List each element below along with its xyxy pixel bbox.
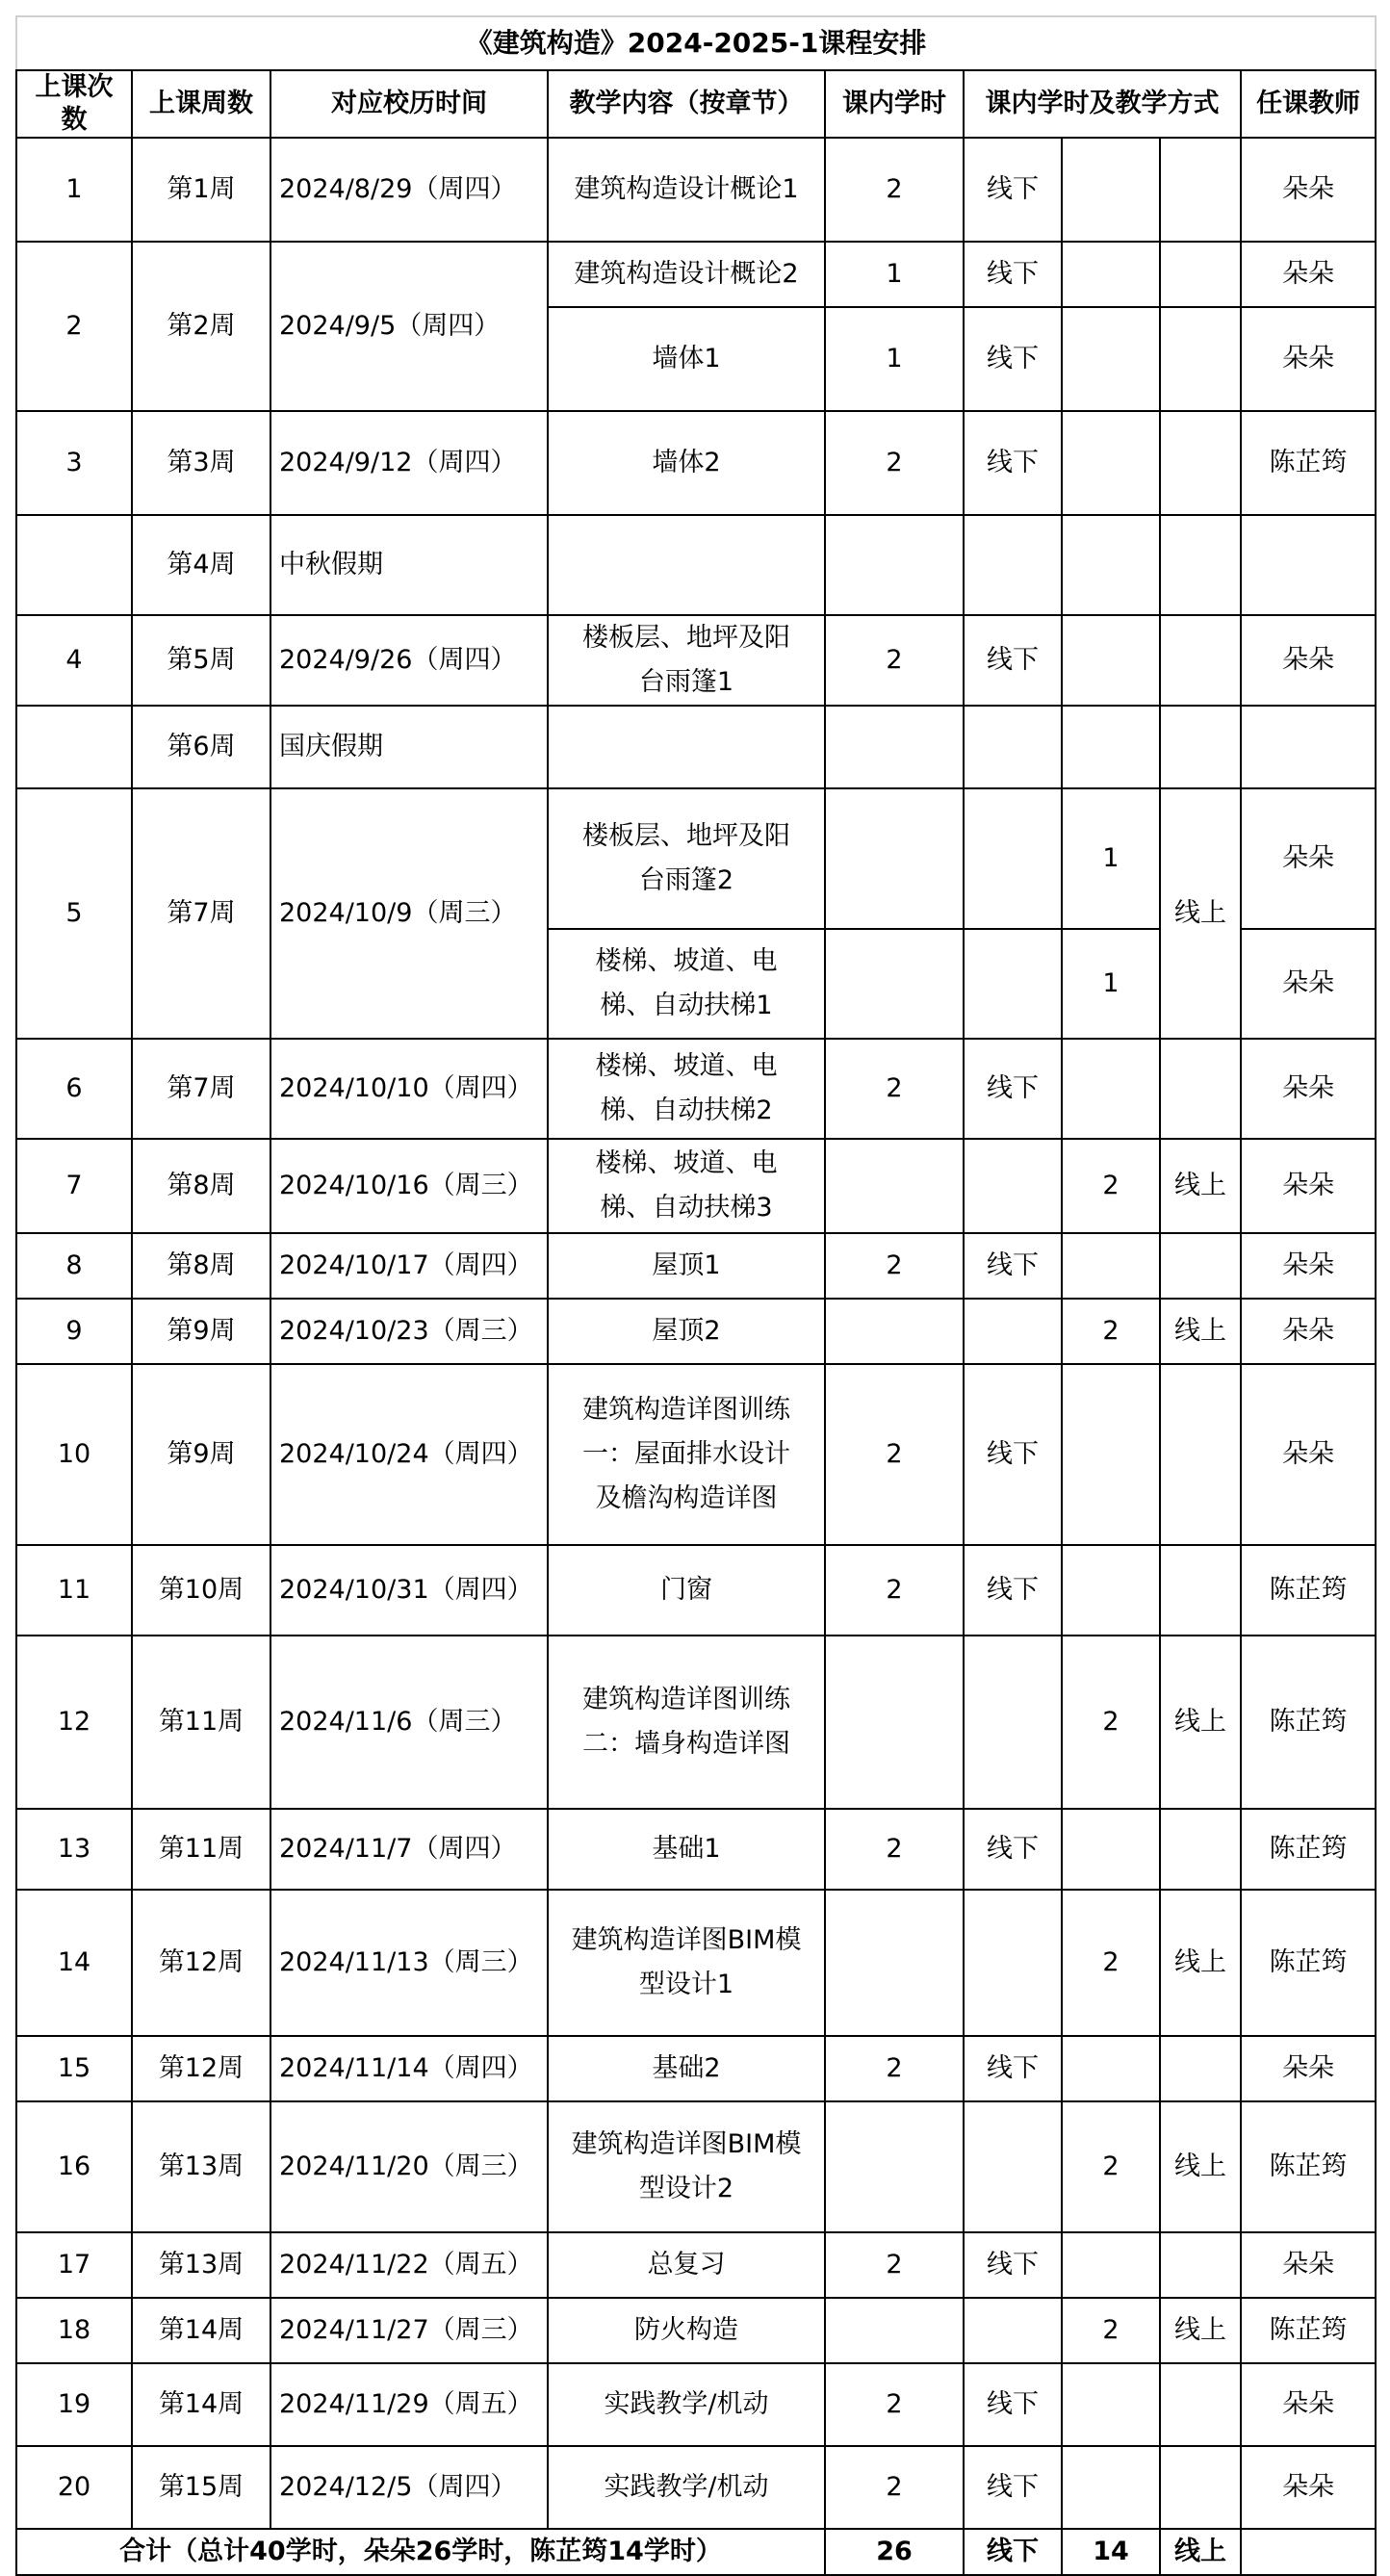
cell-teacher: 陈芷筠 xyxy=(1241,1636,1376,1809)
cell-session: 18 xyxy=(16,2298,132,2363)
cell-session: 16 xyxy=(16,2101,132,2232)
cell-session: 6 xyxy=(16,1039,132,1139)
cell-online-hours xyxy=(1062,615,1160,706)
cell-week: 第6周 xyxy=(132,706,270,788)
cell-date: 2024/10/24（周四） xyxy=(270,1364,548,1545)
cell-teacher: 陈芷筠 xyxy=(1241,1545,1376,1636)
cell-online-mode xyxy=(1160,1039,1241,1139)
cell-date: 2024/11/7（周四） xyxy=(270,1809,548,1890)
cell-online-hours xyxy=(1062,706,1160,788)
cell-teacher: 朵朵 xyxy=(1241,2446,1376,2529)
cell-mode: 线下 xyxy=(964,1364,1062,1545)
cell-online-hours xyxy=(1062,1364,1160,1545)
cell-hours xyxy=(825,788,964,929)
cell-session: 8 xyxy=(16,1233,132,1299)
cell-online-hours: 2 xyxy=(1062,1299,1160,1364)
table-row xyxy=(16,2298,1376,2363)
cell-teacher xyxy=(1241,515,1376,615)
cell-mode: 线下 xyxy=(964,1233,1062,1299)
cell-online-hours xyxy=(1062,411,1160,515)
cell-week: 第13周 xyxy=(132,2101,270,2232)
header-content: 教学内容（按章节） xyxy=(548,70,825,138)
cell-session: 7 xyxy=(16,1139,132,1233)
cell-online-hours xyxy=(1062,242,1160,307)
cell-mode: 线下 xyxy=(964,2232,1062,2298)
cell-mode: 线下 xyxy=(964,411,1062,515)
cell-week: 第14周 xyxy=(132,2363,270,2446)
table-row xyxy=(16,2363,1376,2446)
cell-teacher: 朵朵 xyxy=(1241,307,1376,411)
cell-date: 2024/9/5（周四） xyxy=(270,242,548,411)
cell-mode xyxy=(964,2298,1062,2363)
cell-week: 第2周 xyxy=(132,242,270,411)
cell-teacher: 朵朵 xyxy=(1241,1039,1376,1139)
table-row xyxy=(16,706,1376,788)
cell-online-mode xyxy=(1160,615,1241,706)
table-row xyxy=(16,1545,1376,1636)
cell-week: 第14周 xyxy=(132,2298,270,2363)
cell-session: 1 xyxy=(16,138,132,242)
cell-online-mode xyxy=(1160,1233,1241,1299)
cell-hours: 2 xyxy=(825,1039,964,1139)
cell-mode: 线下 xyxy=(964,307,1062,411)
cell-week: 第5周 xyxy=(132,615,270,706)
cell-date: 2024/11/14（周四） xyxy=(270,2036,548,2101)
cell-week: 第13周 xyxy=(132,2232,270,2298)
cell-online-hours xyxy=(1062,2232,1160,2298)
cell-content: 建筑构造设计概论2 xyxy=(548,242,825,307)
cell-date: 2024/10/31（周四） xyxy=(270,1545,548,1636)
cell-session: 10 xyxy=(16,1364,132,1545)
total-online-mode: 线上 xyxy=(1160,2529,1241,2575)
cell-content: 实践教学/机动 xyxy=(548,2446,825,2529)
cell-week: 第12周 xyxy=(132,1890,270,2036)
cell-online-mode xyxy=(1160,1364,1241,1545)
cell-teacher: 朵朵 xyxy=(1241,929,1376,1039)
cell-hours: 2 xyxy=(825,2446,964,2529)
cell-teacher: 朵朵 xyxy=(1241,788,1376,929)
cell-teacher: 陈芷筠 xyxy=(1241,2101,1376,2232)
cell-content: 门窗 xyxy=(548,1545,825,1636)
cell-online-hours xyxy=(1062,1233,1160,1299)
cell-online-mode xyxy=(1160,307,1241,411)
cell-date: 2024/11/13（周三） xyxy=(270,1890,548,2036)
total-online-hours: 14 xyxy=(1062,2529,1160,2575)
cell-content xyxy=(548,515,825,615)
cell-content: 楼梯、坡道、电梯、自动扶梯2 xyxy=(548,1039,825,1139)
table-row xyxy=(16,1809,1376,1890)
cell-online-mode: 线上 xyxy=(1160,1139,1241,1233)
cell-mode xyxy=(964,515,1062,615)
course-schedule-table xyxy=(15,15,1377,2576)
cell-content: 基础2 xyxy=(548,2036,825,2101)
cell-online-hours xyxy=(1062,515,1160,615)
total-teacher xyxy=(1241,2529,1376,2575)
cell-date: 2024/10/16（周三） xyxy=(270,1139,548,1233)
cell-online-mode xyxy=(1160,706,1241,788)
cell-teacher: 朵朵 xyxy=(1241,615,1376,706)
cell-teacher: 朵朵 xyxy=(1241,1299,1376,1364)
total-row xyxy=(16,2529,1376,2575)
cell-session xyxy=(16,515,132,615)
cell-online-mode xyxy=(1160,2036,1241,2101)
cell-week: 第10周 xyxy=(132,1545,270,1636)
cell-session: 5 xyxy=(16,788,132,1039)
cell-content: 建筑构造详图BIM模型设计2 xyxy=(548,2101,825,2232)
table-title: 《建筑构造》2024-2025-1课程安排 xyxy=(16,16,1376,70)
cell-teacher: 陈芷筠 xyxy=(1241,1809,1376,1890)
cell-teacher: 朵朵 xyxy=(1241,2232,1376,2298)
cell-hours: 2 xyxy=(825,1545,964,1636)
cell-week: 第3周 xyxy=(132,411,270,515)
cell-date: 中秋假期 xyxy=(270,515,548,615)
cell-date: 2024/11/6（周三） xyxy=(270,1636,548,1809)
cell-mode: 线下 xyxy=(964,1809,1062,1890)
cell-week: 第11周 xyxy=(132,1809,270,1890)
cell-mode xyxy=(964,788,1062,929)
cell-date: 2024/8/29（周四） xyxy=(270,138,548,242)
cell-online-hours: 1 xyxy=(1062,929,1160,1039)
cell-teacher: 陈芷筠 xyxy=(1241,1890,1376,2036)
cell-content: 楼板层、地坪及阳台雨篷1 xyxy=(548,615,825,706)
cell-mode xyxy=(964,1299,1062,1364)
cell-week: 第11周 xyxy=(132,1636,270,1809)
table-row xyxy=(16,2232,1376,2298)
cell-mode xyxy=(964,2101,1062,2232)
cell-hours: 2 xyxy=(825,615,964,706)
cell-online-hours xyxy=(1062,1039,1160,1139)
cell-online-mode: 线上 xyxy=(1160,788,1241,1039)
cell-date: 2024/11/27（周三） xyxy=(270,2298,548,2363)
cell-mode: 线下 xyxy=(964,1039,1062,1139)
cell-date: 2024/9/26（周四） xyxy=(270,615,548,706)
cell-online-hours xyxy=(1062,2363,1160,2446)
cell-content: 建筑构造详图训练二：墙身构造详图 xyxy=(548,1636,825,1809)
cell-content: 楼梯、坡道、电梯、自动扶梯3 xyxy=(548,1139,825,1233)
cell-mode: 线下 xyxy=(964,1545,1062,1636)
cell-session: 9 xyxy=(16,1299,132,1364)
cell-online-hours xyxy=(1062,307,1160,411)
cell-teacher: 朵朵 xyxy=(1241,1139,1376,1233)
table-row xyxy=(16,515,1376,615)
cell-teacher: 朵朵 xyxy=(1241,1364,1376,1545)
total-mode: 线下 xyxy=(964,2529,1062,2575)
cell-teacher: 朵朵 xyxy=(1241,138,1376,242)
cell-week: 第9周 xyxy=(132,1364,270,1545)
title-row xyxy=(16,16,1376,70)
cell-hours: 1 xyxy=(825,242,964,307)
cell-hours xyxy=(825,1890,964,2036)
cell-online-hours: 2 xyxy=(1062,1890,1160,2036)
cell-session: 15 xyxy=(16,2036,132,2101)
cell-session: 14 xyxy=(16,1890,132,2036)
cell-teacher: 朵朵 xyxy=(1241,2363,1376,2446)
cell-content: 墙体2 xyxy=(548,411,825,515)
cell-content: 建筑构造详图BIM模型设计1 xyxy=(548,1890,825,2036)
table-row xyxy=(16,242,1376,307)
cell-mode xyxy=(964,1890,1062,2036)
cell-online-hours: 1 xyxy=(1062,788,1160,929)
cell-content: 总复习 xyxy=(548,2232,825,2298)
cell-online-mode: 线上 xyxy=(1160,2101,1241,2232)
cell-online-hours xyxy=(1062,2446,1160,2529)
cell-online-mode xyxy=(1160,515,1241,615)
table-row xyxy=(16,2101,1376,2232)
header-mode-group: 课内学时及教学方式 xyxy=(964,70,1241,138)
cell-hours: 2 xyxy=(825,2363,964,2446)
cell-week: 第1周 xyxy=(132,138,270,242)
cell-online-mode xyxy=(1160,242,1241,307)
header-date: 对应校历时间 xyxy=(270,70,548,138)
cell-week: 第7周 xyxy=(132,788,270,1039)
cell-content: 建筑构造详图训练一：屋面排水设计及檐沟构造详图 xyxy=(548,1364,825,1545)
cell-hours: 2 xyxy=(825,411,964,515)
cell-date: 2024/11/22（周五） xyxy=(270,2232,548,2298)
cell-content: 实践教学/机动 xyxy=(548,2363,825,2446)
table-row xyxy=(16,1233,1376,1299)
cell-online-mode: 线上 xyxy=(1160,1636,1241,1809)
cell-date: 2024/10/17（周四） xyxy=(270,1233,548,1299)
cell-teacher: 陈芷筠 xyxy=(1241,2298,1376,2363)
header-week: 上课周数 xyxy=(132,70,270,138)
cell-week: 第9周 xyxy=(132,1299,270,1364)
cell-online-hours xyxy=(1062,1809,1160,1890)
cell-teacher: 朵朵 xyxy=(1241,1233,1376,1299)
total-label: 合计（总计40学时，朵朵26学时，陈芷筠14学时） xyxy=(16,2529,825,2575)
table-row xyxy=(16,2036,1376,2101)
header-row xyxy=(16,70,1376,138)
cell-online-mode xyxy=(1160,2363,1241,2446)
cell-online-mode: 线上 xyxy=(1160,1299,1241,1364)
cell-online-hours xyxy=(1062,2036,1160,2101)
cell-hours: 2 xyxy=(825,1809,964,1890)
cell-hours xyxy=(825,706,964,788)
header-teacher: 任课教师 xyxy=(1241,70,1376,138)
cell-hours: 2 xyxy=(825,2232,964,2298)
table-row xyxy=(16,1299,1376,1364)
table-row xyxy=(16,2446,1376,2529)
cell-online-hours xyxy=(1062,138,1160,242)
table-row xyxy=(16,1890,1376,2036)
cell-hours xyxy=(825,2101,964,2232)
cell-hours xyxy=(825,2298,964,2363)
table-row xyxy=(16,411,1376,515)
cell-mode: 线下 xyxy=(964,2446,1062,2529)
cell-mode: 线下 xyxy=(964,138,1062,242)
table-row xyxy=(16,138,1376,242)
table-row xyxy=(16,1364,1376,1545)
cell-session: 11 xyxy=(16,1545,132,1636)
cell-session: 19 xyxy=(16,2363,132,2446)
cell-content: 防火构造 xyxy=(548,2298,825,2363)
cell-mode: 线下 xyxy=(964,2036,1062,2101)
cell-mode xyxy=(964,929,1062,1039)
cell-content: 屋顶1 xyxy=(548,1233,825,1299)
cell-week: 第8周 xyxy=(132,1233,270,1299)
cell-online-mode xyxy=(1160,138,1241,242)
cell-week: 第7周 xyxy=(132,1039,270,1139)
cell-date: 2024/10/10（周四） xyxy=(270,1039,548,1139)
table-row xyxy=(16,615,1376,706)
cell-week: 第15周 xyxy=(132,2446,270,2529)
cell-online-hours xyxy=(1062,1545,1160,1636)
cell-date: 2024/11/20（周三） xyxy=(270,2101,548,2232)
cell-date: 2024/11/29（周五） xyxy=(270,2363,548,2446)
cell-content xyxy=(548,706,825,788)
cell-content: 基础1 xyxy=(548,1809,825,1890)
cell-mode xyxy=(964,706,1062,788)
cell-session: 13 xyxy=(16,1809,132,1890)
cell-mode xyxy=(964,1139,1062,1233)
cell-online-mode xyxy=(1160,1545,1241,1636)
cell-online-hours: 2 xyxy=(1062,1139,1160,1233)
cell-mode: 线下 xyxy=(964,615,1062,706)
cell-hours xyxy=(825,515,964,615)
cell-session xyxy=(16,706,132,788)
cell-date: 国庆假期 xyxy=(270,706,548,788)
cell-online-mode xyxy=(1160,411,1241,515)
cell-content: 屋顶2 xyxy=(548,1299,825,1364)
cell-hours xyxy=(825,1636,964,1809)
cell-content: 墙体1 xyxy=(548,307,825,411)
cell-content: 楼板层、地坪及阳台雨篷2 xyxy=(548,788,825,929)
cell-week: 第4周 xyxy=(132,515,270,615)
cell-content: 楼梯、坡道、电梯、自动扶梯1 xyxy=(548,929,825,1039)
table-row xyxy=(16,788,1376,929)
table-row xyxy=(16,1039,1376,1139)
cell-week: 第12周 xyxy=(132,2036,270,2101)
cell-hours: 2 xyxy=(825,2036,964,2101)
cell-date: 2024/12/5（周四） xyxy=(270,2446,548,2529)
cell-session: 2 xyxy=(16,242,132,411)
cell-online-mode xyxy=(1160,2232,1241,2298)
cell-week: 第8周 xyxy=(132,1139,270,1233)
cell-session: 17 xyxy=(16,2232,132,2298)
cell-online-mode: 线上 xyxy=(1160,2298,1241,2363)
cell-hours: 2 xyxy=(825,138,964,242)
cell-hours: 1 xyxy=(825,307,964,411)
cell-date: 2024/9/12（周四） xyxy=(270,411,548,515)
cell-mode: 线下 xyxy=(964,2363,1062,2446)
cell-online-mode xyxy=(1160,1809,1241,1890)
cell-teacher xyxy=(1241,706,1376,788)
cell-date: 2024/10/23（周三） xyxy=(270,1299,548,1364)
cell-teacher: 朵朵 xyxy=(1241,242,1376,307)
cell-hours: 2 xyxy=(825,1233,964,1299)
table-row xyxy=(16,1636,1376,1809)
cell-mode xyxy=(964,1636,1062,1809)
cell-session: 12 xyxy=(16,1636,132,1809)
cell-hours: 2 xyxy=(825,1364,964,1545)
cell-online-mode xyxy=(1160,2446,1241,2529)
cell-online-mode: 线上 xyxy=(1160,1890,1241,2036)
cell-content: 建筑构造设计概论1 xyxy=(548,138,825,242)
header-session: 上课次数 xyxy=(16,70,132,138)
cell-teacher: 陈芷筠 xyxy=(1241,411,1376,515)
cell-online-hours: 2 xyxy=(1062,2298,1160,2363)
cell-session: 20 xyxy=(16,2446,132,2529)
cell-session: 4 xyxy=(16,615,132,706)
cell-hours xyxy=(825,929,964,1039)
cell-online-hours: 2 xyxy=(1062,1636,1160,1809)
cell-teacher: 朵朵 xyxy=(1241,2036,1376,2101)
table-row xyxy=(16,1139,1376,1233)
cell-mode: 线下 xyxy=(964,242,1062,307)
cell-date: 2024/10/9（周三） xyxy=(270,788,548,1039)
header-hours: 课内学时 xyxy=(825,70,964,138)
cell-hours xyxy=(825,1299,964,1364)
total-hours: 26 xyxy=(825,2529,964,2575)
cell-hours xyxy=(825,1139,964,1233)
cell-session: 3 xyxy=(16,411,132,515)
cell-online-hours: 2 xyxy=(1062,2101,1160,2232)
